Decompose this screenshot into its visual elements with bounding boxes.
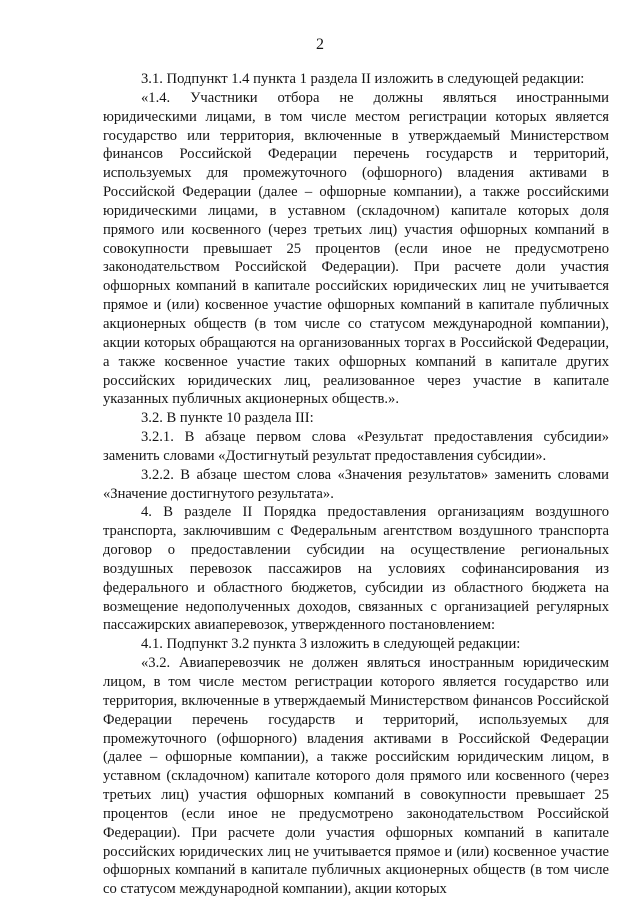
paragraph-3-2-1: 3.2.1. В абзаце первом слова «Результат предоставления субсидии» заменить словами «Достигнутый результат предоставления субсидии». <box>103 429 609 464</box>
paragraph-3-2-quote: «3.2. Авиаперевозчик не должен являться иностранным юридическим лицом, в том числе местом регистрации которого является государство или территория, включенные в утверждаемый Министерством финансов Российской Федерации перечень государств и территорий, используемых для промежуточного (офшорного) владения активами в Российской Федерации (далее – офшорные компании), а также российским юридическим лицом, в уставном (складочном) капитале которого доля прямого или косвенного (через третьих лиц) участия офшорных компаний в совокупности превышает 25 процентов (если иное не предусмотрено законодательством Российской Федерации). При расчете доли участия офшорных компаний в капитале российских юридических лиц не учитывается прямое и (или) косвенное участие офшорных компаний в капитале публичных акционерных обществ (в том числе со статусом международной компании), акции которых <box>103 655 609 898</box>
paragraph-3-2-2: 3.2.2. В абзаце шестом слова «Значения результатов» заменить словами «Значение достигнутого результата». <box>103 466 609 502</box>
paragraph-3-2: 3.2. В пункте 10 раздела III: <box>141 410 314 427</box>
paragraph-3-1: 3.1. Подпункт 1.4 пункта 1 раздела II изложить в следующей редакции: <box>141 71 585 87</box>
paragraph-4: 4. В разделе II Порядка предоставления организациям воздушного транспорта, заключившим с Федеральным агентством воздушного транспорта договор о предоставлении субсидии на осуществление региональных воздушных перевозок пассажиров на условиях софинансирования из федерального и областного бюджетов, субсидии из областного бюджета на возмещение недополученных доходов, связанных с организацией регулярных пассажирских авиаперевозок, утвержденного постановлением: <box>103 504 609 634</box>
paragraph-4-1: 4.1. Подпункт 3.2 пункта 3 изложить в следующей редакции: <box>141 636 521 653</box>
page-number: 2 <box>316 36 324 53</box>
paragraph-1-4-quote: «1.4. Участники отбора не должны являться иностранными юридическими лицами, в том числе местом регистрации которых является государство или территория, включенные в утверждаемый Министерством финансов Российской Федерации перечень государств и территорий, используемых для промежуточного (офшорного) владения активами в Российской Федерации (далее – офшорные компании), а также российскими юридическими лицами, в уставном (складочном) капитале которых доля прямого или косвенного (через третьих лиц) участия офшорных компаний в совокупности превышает 25 процентов (если иное не предусмотрено законодательством Российской Федерации). При расчете доли участия офшорных компаний в капитале российских юридических лиц не учитывается прямое и (или) косвенное участие офшорных компаний в капитале публичных акционерных обществ (в том числе со статусом международной компании), акции которых обращаются на организованных торгах в Российской Федерации, а также косвенное участие таких офшорных компаний в капитале других российских юридических лиц, реализованное через участие в капитале указанных публичных акционерных обществ.». <box>103 89 609 408</box>
document-body <box>103 70 609 899</box>
